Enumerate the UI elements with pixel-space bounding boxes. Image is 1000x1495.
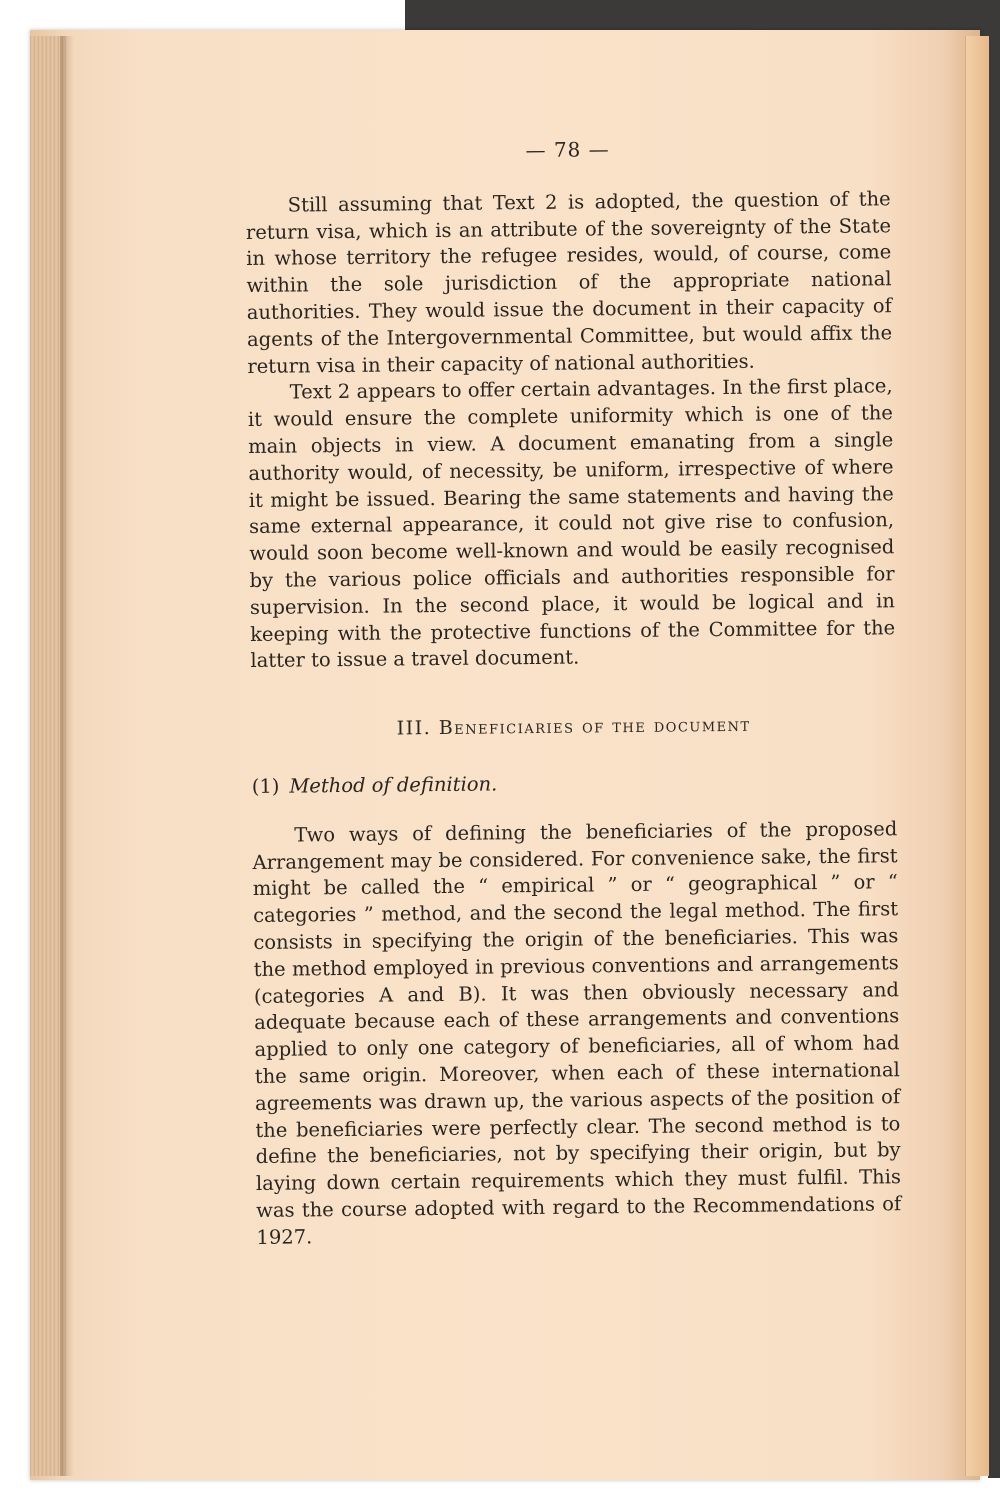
spine-shadow [60,36,74,1476]
facing-page-edge [965,36,989,1476]
paragraph-two-ways: Two ways of defining the beneficiaries of the proposed Arrangement may be considered. For convenience sake, the first might be called the “ empirical ” or “ geographical ” or “ categories ” method, and the second the legal method. The first consists in specifying the origin of the beneficiaries. This was the method employed in previous conventions and arrangements (categories A and B). It was then obviously necessary and adequate because each of these arrangements and conventions applied to only one category of beneficiaries, all of whom had the same origin. Moreover, when each of these international agreements was drawn up, the various aspects of the position of the beneficiaries were perfectly clear. The second method is to define the beneficiaries, not by specifying their origin, but by laying down certain requirements which they must fulfil. This was the course adopted with regard to the Recommendations of 1927. [252,816,902,1249]
scan-background-left [0,0,30,1495]
scan-background-right [988,0,1000,1495]
subsection-number: (1) [251,774,280,798]
subsection-heading [252,767,897,801]
paragraph-return-visa: Still assuming that Text 2 is adopted, the question of the return visa, which is an attribute of the sovereignty of the State in whose territory the refugee resides, would, of course, come within the sole jurisdiction of the appropriate national authorities. They would issue the document in their capacity of agents of the Intergovernmental Committee, but would affix the return visa in their capacity of national authorities. [245,187,893,378]
page-content [245,133,902,1251]
page-number: — 78 — [525,137,610,163]
subsection-title: Method of definition. [289,772,498,798]
section-heading: III. Beneficiaries of the document [396,713,751,740]
scan-background-bottom [0,1478,1000,1495]
paragraph-text-2-advantages: Text 2 appears to offer certain advantages. In the first place, it would ensure the complete uniformity which is one of the main objects in view. A document emanating from a single authority would, of necessity, be uniform, irrespective of where it might be issued. Bearing the same statements and having the same external appearance, it could not give rise to confusion, would soon become well-known and would be easily recognised by the various police officials and authorities responsible for supervision. In the second place, it would be logical and in keeping with the protective functions of the Committee for the latter to issue a travel document. [247,374,896,673]
